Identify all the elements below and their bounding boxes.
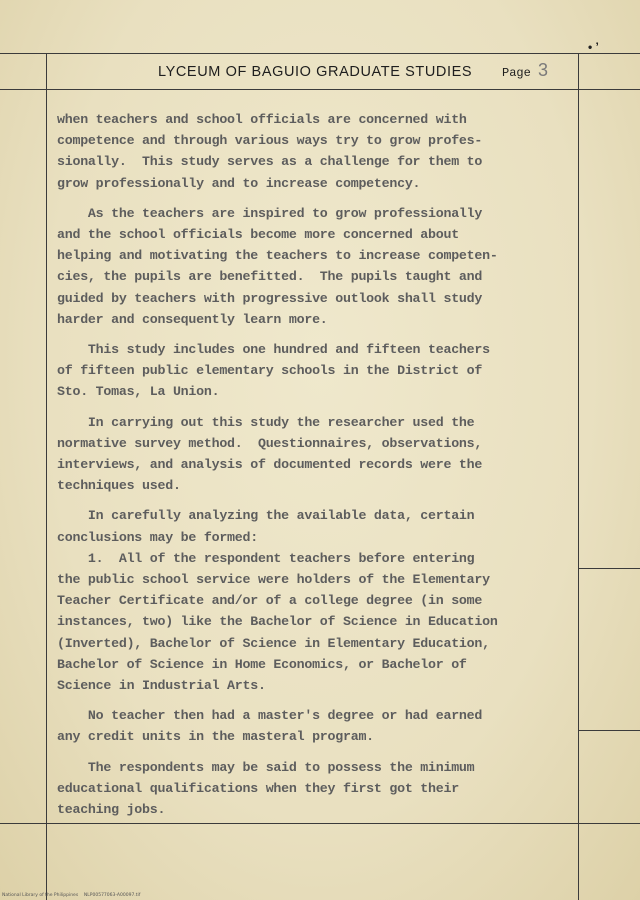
page-title: LYCEUM OF BAGUIO GRADUATE STUDIES (158, 64, 473, 80)
frame-line-left (46, 53, 47, 900)
text-line: and the school officials become more concerned about (57, 227, 459, 243)
text-line: when teachers and school officials are concerned with (57, 112, 467, 127)
text-line: competence and through various ways try to grow profes- (57, 133, 483, 149)
paragraph (57, 505, 577, 696)
text-line: normative survey method. Questionnaires, observations, (57, 435, 483, 451)
paragraph (57, 203, 577, 330)
text-line: In carefully analyzing the available data, certain (57, 508, 475, 524)
paragraph-gap (57, 194, 577, 203)
text-line: conclusions may be formed: (57, 529, 258, 545)
paragraph (57, 412, 577, 497)
text-line: helping and motivating the teachers to increase competen- (57, 248, 498, 264)
text-line: interviews, and analysis of documented records were the (57, 457, 483, 473)
frame-line-bottom (0, 823, 640, 824)
text-line: any credit units in the masteral program. (57, 729, 374, 745)
text-line: guided by teachers with progressive outlook shall study (57, 290, 483, 306)
text-line: Sto. Tomas, La Union. (57, 384, 220, 400)
corner-mark: • ’ (588, 40, 599, 54)
paragraph (57, 109, 577, 194)
body-text (57, 109, 577, 820)
text-line: of fifteen public elementary schools in the District of (57, 363, 483, 379)
text-line: Teacher Certificate and/or of a college degree (in some (57, 593, 483, 609)
text-line: sionally. This study serves as a challenge for them to (57, 154, 483, 170)
frame-line-header (0, 89, 640, 90)
text-line: This study includes one hundred and fifteen teachers (57, 342, 490, 358)
text-line: Science in Industrial Arts. (57, 678, 266, 694)
text-line: techniques used. (57, 478, 181, 494)
frame-line-right (578, 53, 579, 900)
text-line: As the teachers are inspired to grow professionally (57, 205, 483, 221)
paragraph (57, 339, 577, 403)
margin-line-1 (578, 568, 640, 569)
text-line: Bachelor of Science in Home Economics, or Bachelor of (57, 656, 467, 672)
margin-line-2 (578, 730, 640, 731)
text-line: The respondents may be said to possess the minimum (57, 759, 475, 775)
paragraph-gap (57, 403, 577, 412)
text-line: teaching jobs. (57, 802, 166, 818)
text-line: In carrying out this study the researcher used the (57, 414, 475, 430)
text-line: 1. All of the respondent teachers before entering (57, 550, 475, 566)
text-line: educational qualifications when they first got their (57, 780, 459, 796)
frame-line-top (0, 53, 640, 54)
scan-footer: National Library of the Philippines NLP00577063-A00097.tif (2, 893, 141, 898)
text-line: harder and consequently learn more. (57, 311, 328, 327)
paragraph (57, 757, 577, 821)
paragraph-gap (57, 748, 577, 757)
page-number: 3 (538, 60, 549, 80)
text-line: the public school service were holders of the Elementary (57, 572, 490, 588)
text-line: cies, the pupils are benefitted. The pupils taught and (57, 269, 483, 285)
page-label: Page (502, 66, 531, 80)
paragraph-gap (57, 330, 577, 339)
paragraph (57, 705, 577, 747)
text-line: grow professionally and to increase competency. (57, 175, 421, 191)
paragraph-gap (57, 496, 577, 505)
text-line: (Inverted), Bachelor of Science in Elementary Education, (57, 635, 490, 651)
text-line: No teacher then had a master's degree or had earned (57, 708, 483, 724)
text-line: instances, two) like the Bachelor of Science in Education (57, 614, 498, 630)
paragraph-gap (57, 696, 577, 705)
